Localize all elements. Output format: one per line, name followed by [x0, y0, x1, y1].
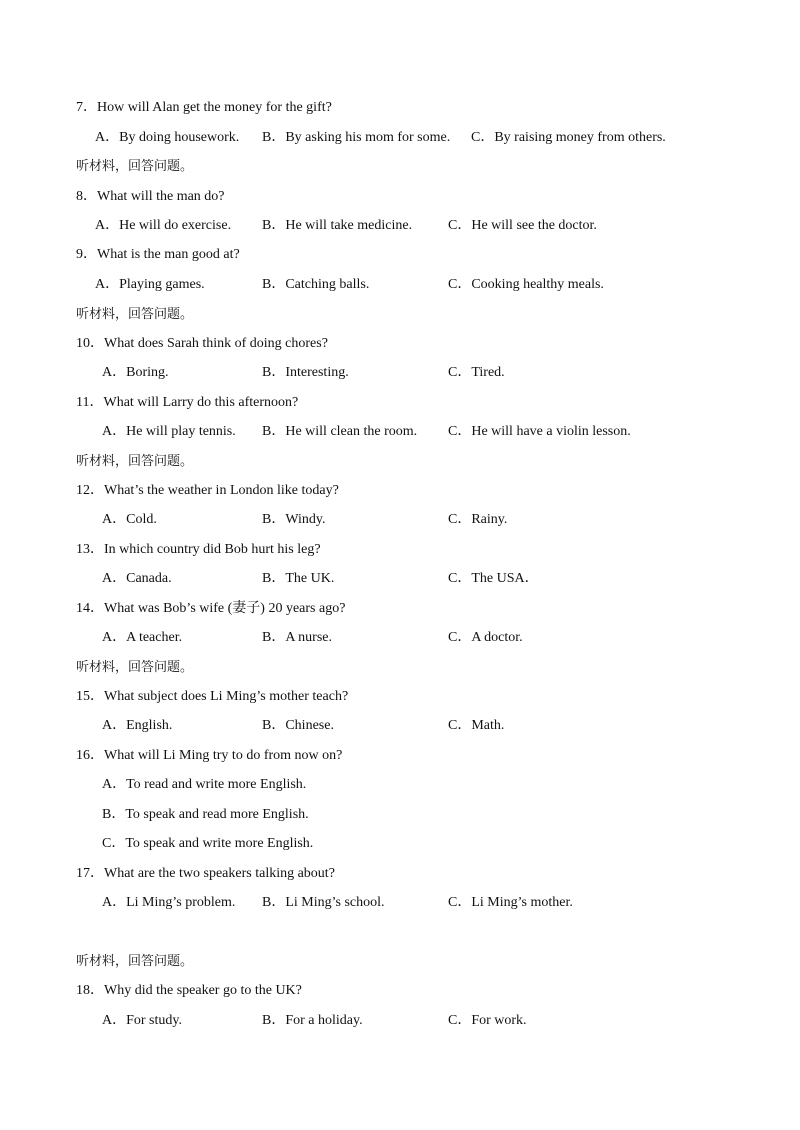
- option-16b: B．To speak and read more English.: [102, 807, 309, 822]
- section-intro-3: 听材料，回答问题。: [76, 454, 194, 469]
- question-16: 16．What will Li Ming try to do from now on?: [76, 748, 343, 763]
- option-14c: C．A doctor.: [448, 630, 523, 645]
- option-12a: A．Cold.: [102, 512, 157, 527]
- option-11c: C．He will have a violin lesson.: [448, 424, 631, 439]
- option-8b: B．He will take medicine.: [262, 218, 413, 233]
- option-15c: C．Math.: [448, 718, 505, 733]
- section-intro-4: 听材料，回答问题。: [76, 660, 194, 675]
- option-9a: A．Playing games.: [95, 277, 205, 292]
- option-7c: C．By raising money from others.: [471, 130, 666, 145]
- question-12: 12．What’s the weather in London like today?: [76, 483, 339, 498]
- option-18a: A．For study.: [102, 1013, 182, 1028]
- option-7a: A．By doing housework.: [95, 130, 240, 145]
- question-9: 9．What is the man good at?: [76, 247, 240, 262]
- option-16a: A．To read and write more English.: [102, 777, 307, 792]
- question-8: 8．What will the man do?: [76, 189, 225, 204]
- option-12b: B．Windy.: [262, 512, 326, 527]
- option-11a: A．He will play tennis.: [102, 424, 236, 439]
- section-intro-1: 听材料，回答问题。: [76, 159, 194, 174]
- question-7: 7．How will Alan get the money for the gift?: [76, 100, 332, 115]
- option-18b: B．For a holiday.: [262, 1013, 363, 1028]
- question-14: 14．What was Bob’s wife (妻子) 20 years ago?: [76, 601, 346, 616]
- option-11b: B．He will clean the room.: [262, 424, 418, 439]
- option-9b: B．Catching balls.: [262, 277, 370, 292]
- option-16c: C．To speak and write more English.: [102, 836, 314, 851]
- option-10c: C．Tired.: [448, 365, 505, 380]
- option-7b: B．By asking his mom for some.: [262, 130, 451, 145]
- option-17a: A．Li Ming’s problem.: [102, 895, 236, 910]
- option-17c: C．Li Ming’s mother.: [448, 895, 573, 910]
- section-intro-5: 听材料，回答问题。: [76, 954, 194, 969]
- option-17b: B．Li Ming’s school.: [262, 895, 385, 910]
- question-11: 11．What will Larry do this afternoon?: [76, 395, 299, 410]
- option-14b: B．A nurse.: [262, 630, 332, 645]
- option-9c: C．Cooking healthy meals.: [448, 277, 604, 292]
- option-8a: A．He will do exercise.: [95, 218, 232, 233]
- option-12c: C．Rainy.: [448, 512, 508, 527]
- question-10: 10．What does Sarah think of doing chores?: [76, 336, 328, 351]
- question-18: 18．Why did the speaker go to the UK?: [76, 983, 302, 998]
- option-10a: A．Boring.: [102, 365, 169, 380]
- option-13a: A．Canada.: [102, 571, 172, 586]
- question-13: 13．In which country did Bob hurt his leg?: [76, 542, 321, 557]
- option-13c: C．The USA．: [448, 571, 539, 586]
- option-8c: C．He will see the doctor.: [448, 218, 597, 233]
- section-intro-2: 听材料，回答问题。: [76, 307, 194, 322]
- option-15a: A．English.: [102, 718, 173, 733]
- option-14a: A．A teacher.: [102, 630, 183, 645]
- option-18c: C．For work.: [448, 1013, 527, 1028]
- option-13b: B．The UK.: [262, 571, 335, 586]
- option-10b: B．Interesting.: [262, 365, 349, 380]
- option-15b: B．Chinese.: [262, 718, 334, 733]
- question-15: 15．What subject does Li Ming’s mother teach?: [76, 689, 349, 704]
- question-17: 17．What are the two speakers talking about?: [76, 866, 335, 881]
